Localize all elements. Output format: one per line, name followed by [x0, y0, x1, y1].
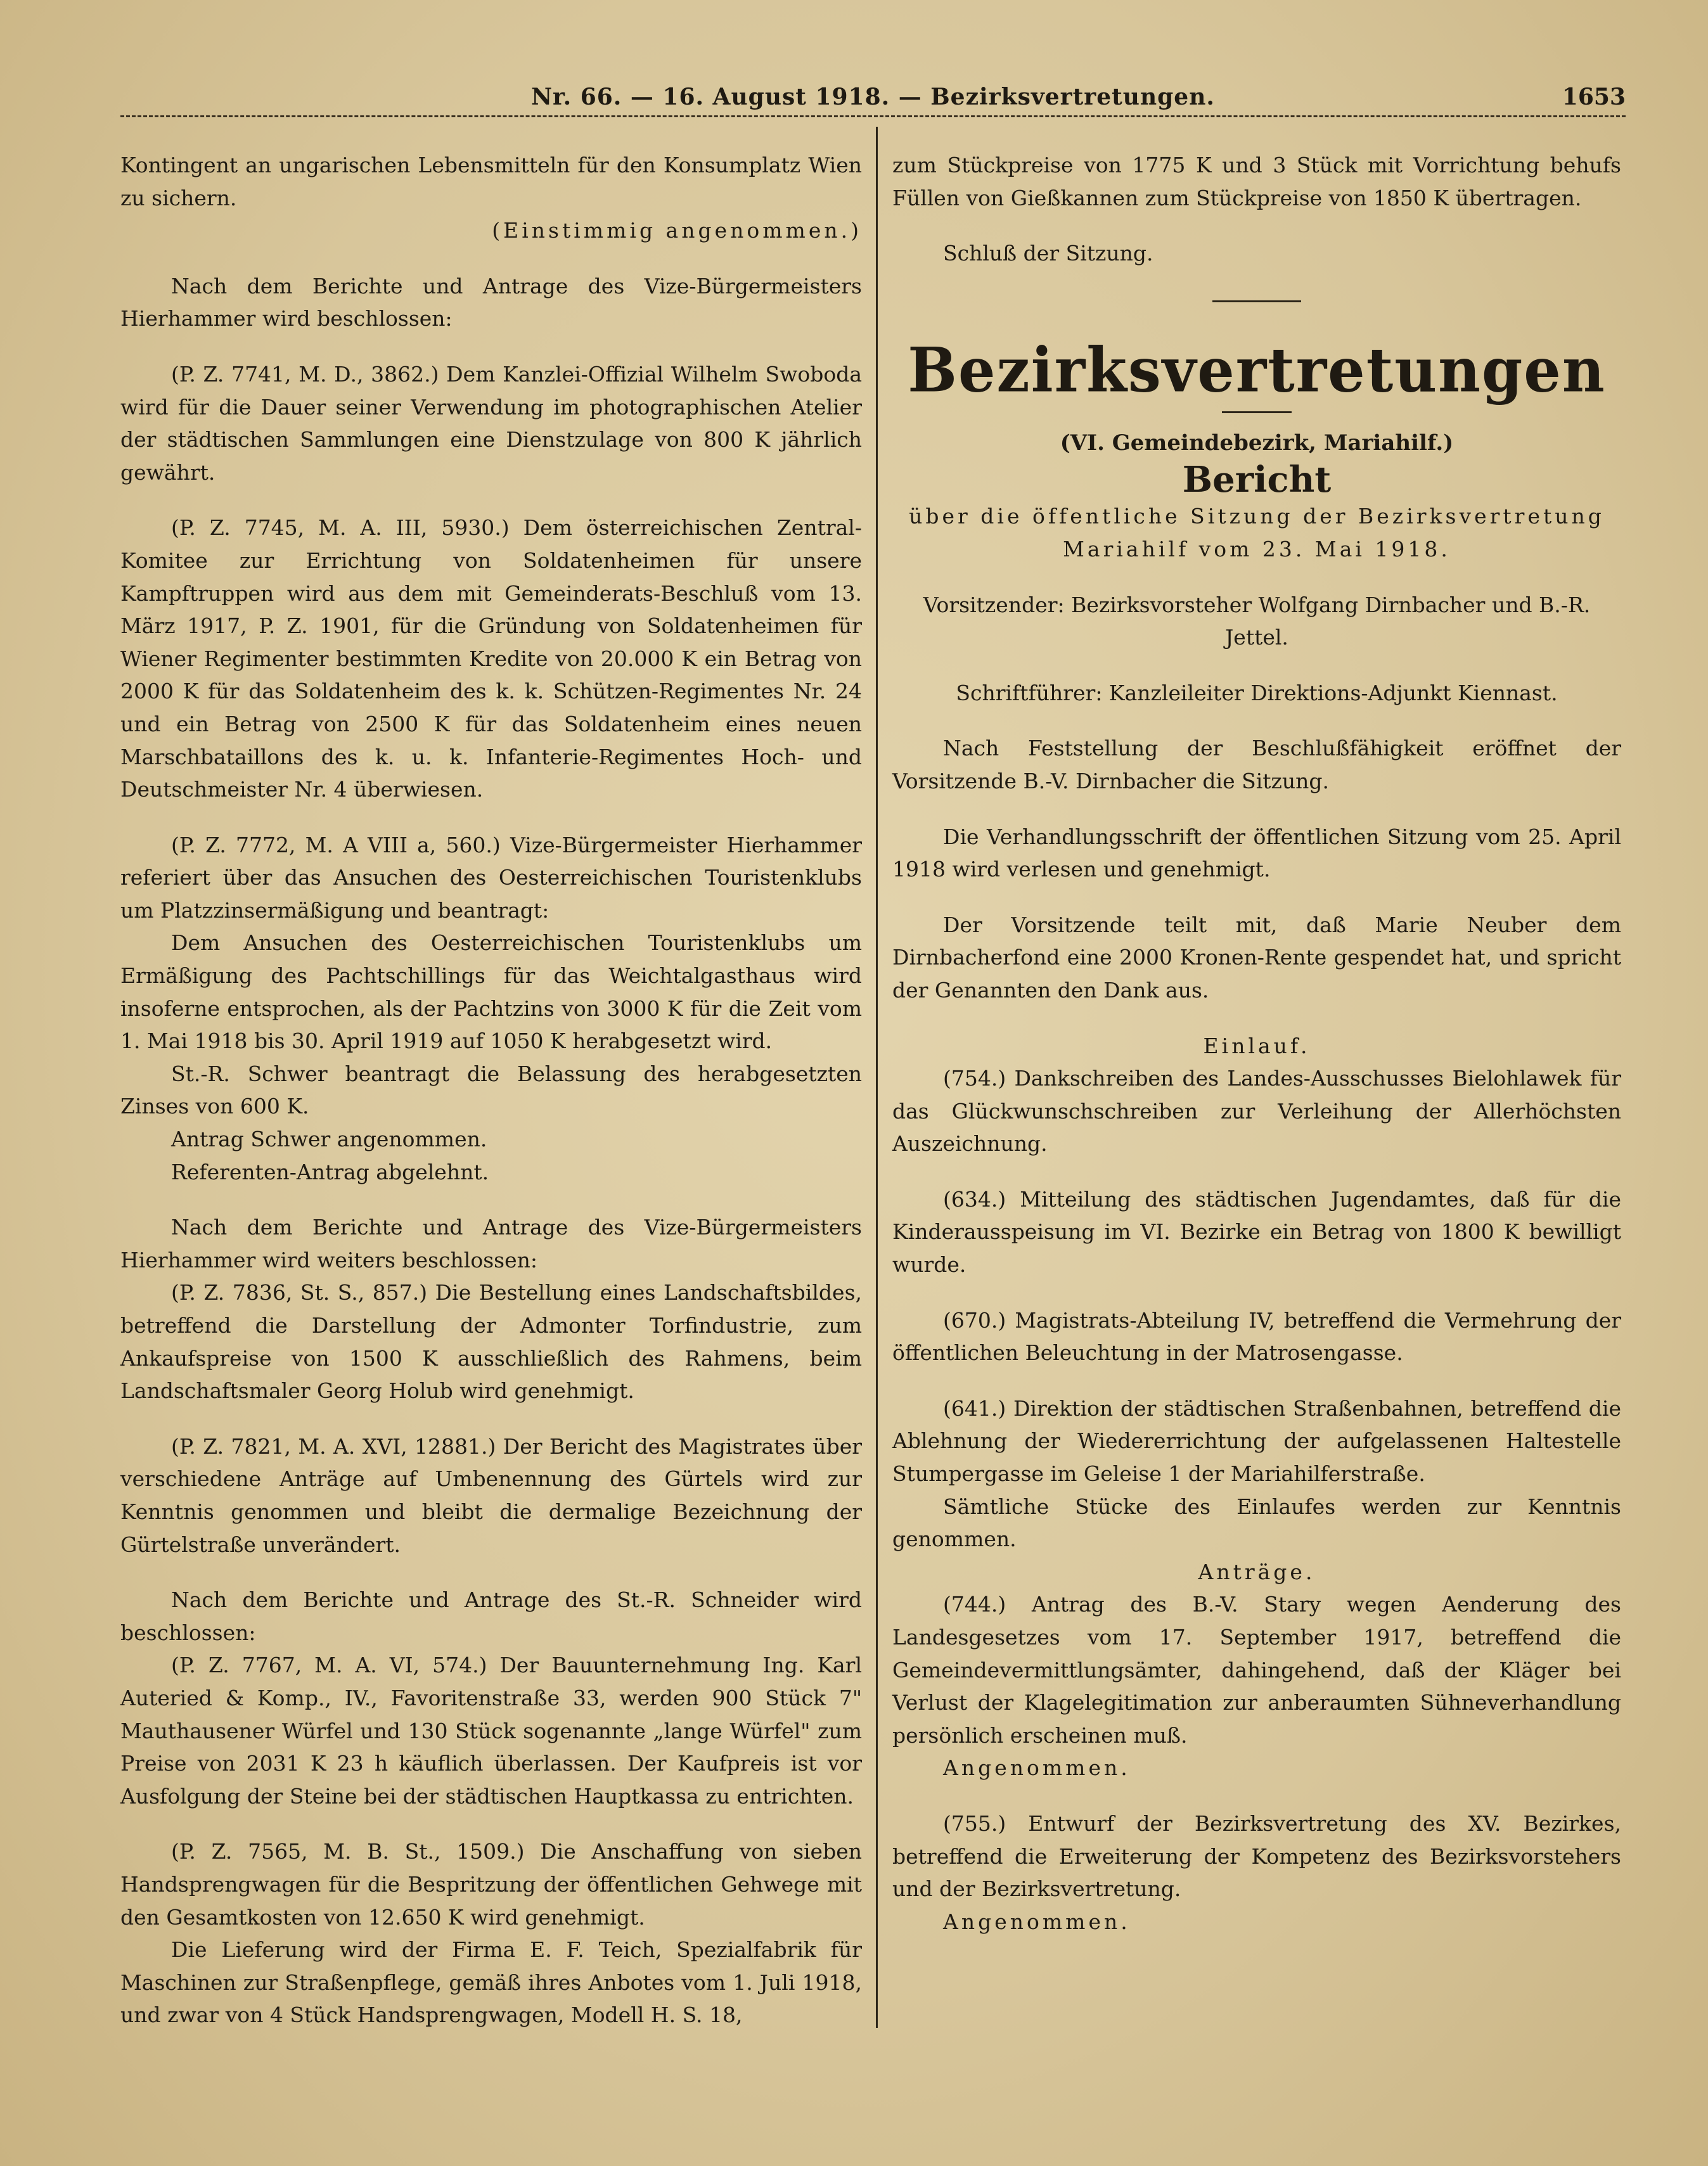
- paragraph: Nach Feststellung der Beschlußfähigkeit eröffnet der Vorsitzende B.-V. Dirnbacher die Sitzung.: [892, 736, 1621, 793]
- page-header: [120, 76, 1626, 120]
- paragraph: (P. Z. 7741, M. D., 3862.) Dem Kanzlei-Offizial Wilhelm Swoboda wird für die Dauer seiner Verwendung im photographischen Atelier der städtischen Sammlungen eine Dienstzulage von 800 K jährlich gewährt.: [120, 361, 862, 485]
- paragraph: Referenten-Antrag abgelehnt.: [171, 1159, 489, 1184]
- paragraph: Kontingent an ungarischen Lebensmitteln für den Konsumplatz Wien zu sichern.: [120, 153, 862, 210]
- paragraph: (P. Z. 7772, M. A VIII a, 560.) Vize-Bürgermeister Hierhammer referiert über das Ansuchen des Oesterreichischen Touristenklubs um Platzzinsermäßigung und beantragt:: [120, 832, 862, 923]
- subheading-antraege: Anträge.: [1198, 1559, 1316, 1584]
- right-column: [892, 149, 1621, 1938]
- paragraph: Sämtliche Stücke des Einlaufes werden zur Kenntnis genommen.: [892, 1494, 1621, 1552]
- paragraph: (755.) Entwurf der Bezirksvertretung des XV. Bezirkes, betreffend die Erweiterung der Kompetenz des Bezirksvorstehers und der Bezirksvertretung.: [892, 1810, 1621, 1902]
- header-rule: [120, 115, 1626, 117]
- paragraph: Dem Ansuchen des Oesterreichischen Touristenklubs um Ermäßigung des Pachtschillings für das Weichtalgasthaus wird insoferne entsprochen, als der Pachtzins von 3000 K für die Zeit vom 1. Mai 1918 bis 30. April 1919 auf 1050 K herabgesetzt wird.: [120, 930, 862, 1054]
- paragraph: (754.) Dankschreiben des Landes-Ausschusses Bielohlawek für das Glückwunschschreiben zur Verleihung der Allerhöchsten Auszeichnung.: [892, 1066, 1621, 1157]
- column-divider: [876, 127, 878, 2028]
- subheading-einlauf: Einlauf.: [1203, 1033, 1311, 1058]
- paragraph: St.-R. Schwer beantragt die Belassung des herabgesetzten Zinses von 600 K.: [120, 1061, 862, 1119]
- chair-line: Vorsitzender: Bezirksvorsteher Wolfgang Dirnbacher und B.-R. Jettel.: [923, 592, 1591, 650]
- paragraph: Nach dem Berichte und Antrage des Vize-Bürgermeisters Hierhammer wird beschlossen:: [120, 273, 862, 331]
- paragraph: (P. Z. 7745, M. A. III, 5930.) Dem österreichischen Zentral-Komitee zur Errichtung von Soldatenheimen für unsere Kampftruppen wird aus dem mit Gemeinderats-Beschluß vom 13. März 1917, P. Z. 1901, für die Gründung von Soldatenheimen für Wiener Regimenter bestimmten Kredite von 20.000 K ein Betrag von 2000 K für das Soldatenheim des k. k. Schützen-Regimentes Nr. 24 und ein Betrag von 2500 K für das Soldatenheim eines neuen Marschbataillons des k. u. k. Infanterie-Regimentes Hoch- und Deutschmeister Nr. 4 überwiesen.: [120, 515, 862, 802]
- paragraph: Nach dem Berichte und Antrage des St.-R. Schneider wird beschlossen:: [120, 1587, 862, 1645]
- paragraph: Die Lieferung wird der Firma E. F. Teich, Spezialfabrik für Maschinen zur Straßenpflege, gemäß ihres Anbotes vom 1. Juli 1918, und zwar von 4 Stück Handsprengwagen, Modell H. S. 18,: [120, 1937, 862, 2028]
- paragraph: (634.) Mitteilung des städtischen Jugendamtes, daß für die Kinderausspeisung im VI. Bezirke ein Betrag von 1800 K bewilligt wurde.: [892, 1186, 1621, 1278]
- issue-line: Nr. 66. — 16. August 1918. — Bezirksvertretungen.: [531, 84, 1215, 110]
- report-heading: Bericht: [1182, 459, 1332, 501]
- section-separator: [1212, 300, 1301, 302]
- paragraph: zum Stückpreise von 1775 K und 3 Stück mit Vorrichtung behufs Füllen von Gießkannen zum Stückpreise von 1850 K übertragen.: [892, 153, 1621, 210]
- section-title: Bezirksvertretungen: [908, 334, 1606, 406]
- paragraph: Antrag Schwer angenommen.: [171, 1127, 487, 1152]
- page-number: 1653: [1562, 84, 1626, 110]
- result-note: Angenommen.: [943, 1909, 1131, 1934]
- paragraph: Die Verhandlungsschrift der öffentlichen Sitzung vom 25. April 1918 wird verlesen und genehmigt.: [892, 824, 1621, 882]
- paragraph: (P. Z. 7767, M. A. VI, 574.) Der Bauunternehmung Ing. Karl Auteried & Komp., IV., Favoritenstraße 33, werden 900 Stück 7" Mauthausener Würfel und 130 Stück sogenannte „lange Würfel" zum Preise von 2031 K 23 h käuflich überlassen. Der Kaufpreis ist vor Ausfolgung der Steine bei der städtischen Hauptkassa zu entrichten.: [120, 1653, 862, 1809]
- paragraph: (P. Z. 7821, M. A. XVI, 12881.) Der Bericht des Magistrates über verschiedene Anträge auf Umbenennung des Gürtels wird zur Kenntnis genommen und bleibt die dermalige Bezeichnung der Gürtelstraße unverändert.: [120, 1433, 862, 1557]
- secretary-line: Schriftführer: Kanzleileiter Direktions-Adjunkt Kiennast.: [956, 680, 1558, 705]
- title-rule: [1222, 411, 1292, 413]
- session-end: Schluß der Sitzung.: [943, 241, 1153, 266]
- district-heading: (VI. Gemeindebezirk, Mariahilf.): [1060, 430, 1454, 456]
- report-subtitle: über die öffentliche Sitzung der Bezirksvertretung Mariahilf vom 23. Mai 1918.: [909, 504, 1605, 561]
- paragraph: (670.) Magistrats-Abteilung IV, betreffend die Vermehrung der öffentlichen Beleuchtung in der Matrosengasse.: [892, 1307, 1621, 1366]
- paragraph: (744.) Antrag des B.-V. Stary wegen Aenderung des Landesgesetzes vom 17. September 1917, betreffend die Gemeindevermittlungsämter, dahingehend, daß der Kläger bei Verlust der Klagelegitimation zur anberaumten Sühneverhandlung persönlich erscheinen muß.: [892, 1592, 1621, 1748]
- paragraph: (641.) Direktion der städtischen Straßenbahnen, betreffend die Ablehnung der Wiedererrichtung der aufgelassenen Haltestelle Stumpergasse im Geleise 1 der Mariahilferstraße.: [892, 1395, 1621, 1487]
- paragraph: (P. Z. 7836, St. S., 857.) Die Bestellung eines Landschaftsbildes, betreffend die Darstellung der Admonter Torfindustrie, zum Ankaufspreise von 1500 K ausschließlich des Rahmens, beim Landschaftsmaler Georg Holub wird genehmigt.: [120, 1280, 862, 1404]
- paragraph: Der Vorsitzende teilt mit, daß Marie Neuber dem Dirnbacherfond eine 2000 Kronen-Rente gespendet hat, und spricht der Genannten den Dank aus.: [892, 912, 1621, 1003]
- vote-note: (Einstimmig angenommen.): [492, 218, 862, 243]
- left-column: [120, 149, 862, 2032]
- result-note: Angenommen.: [943, 1755, 1131, 1781]
- paragraph: Nach dem Berichte und Antrage des Vize-Bürgermeisters Hierhammer wird weiters beschlossen:: [120, 1215, 862, 1272]
- paragraph: (P. Z. 7565, M. B. St., 1509.) Die Anschaffung von sieben Handsprengwagen für die Bespritzung der öffentlichen Gehwege mit den Gesamtkosten von 12.650 K wird genehmigt.: [120, 1839, 862, 1930]
